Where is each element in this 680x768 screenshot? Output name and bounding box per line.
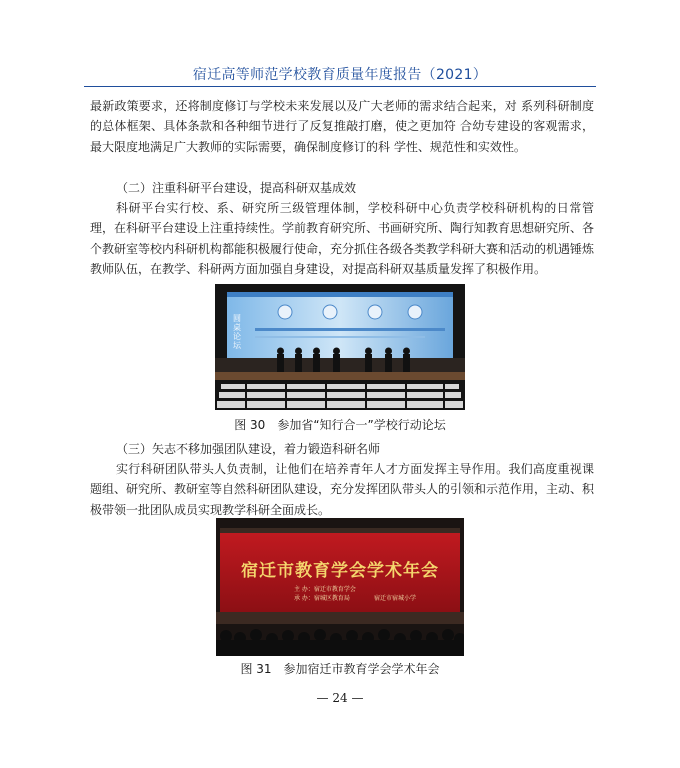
figure-30-photo <box>215 284 465 410</box>
banner-co-organizer: 宿迁市宿城小学 <box>374 595 417 602</box>
banner-organizer: 承 办：宿城区教育局 <box>294 595 350 602</box>
led-screen <box>227 292 453 358</box>
podium-stage <box>216 612 464 624</box>
figure-31-caption: 图 31 参加宿迁市教育学会学术年会 <box>240 662 440 676</box>
paragraph-3: 实行科研团队带头人负责制，让他们在培养青年人才方面发挥主导作用。我们高度重视课题组、研究所、教研室等自然科研团队建设，充分发挥团队带头人的引领和示范作用，主动、积极带领一批团队成员实现教学科研全面成长。 <box>90 462 595 517</box>
forum-stage-illustration <box>215 284 465 410</box>
paragraph-2: 科研平台实行校、系、研究所三级管理体制，学校科研中心负责学校科研机构的日常管理，在科研平台建设上注重持续性。学前教育研究所、书画研究所、陶行知教育思想研究所、各个教研室等校内科研机构都能积极履行使命，充分抓住各级各类教学科研大赛和活动的机遇锤炼教师队伍，在教学、科研两方面加强自身建设，对提高科研双基质量发挥了积极作用。 <box>90 201 595 277</box>
screen-vertical-text: 圆桌论坛 <box>233 314 241 350</box>
paragraph-1: 最新政策要求，还将制度修订与学校未来发展以及广大老师的需求结合起来，对 系列科研制度的总体框架、具体条款和各种细节进行了反复推敲打磨，使之更加符 合幼专建设的客观需求，最大限度地满足广大教师的实际需要，确保制度修订的科 学性、规范性和实效性。 <box>90 99 594 154</box>
figure-31-photo <box>216 518 464 656</box>
figure-30-caption: 图 30 参加省“知行合一”学校行动论坛 <box>234 418 446 432</box>
banner-title: 宿迁市教育学会学术年会 <box>241 561 439 581</box>
section-heading-3: （三）矢志不移加强团队建设，着力锻造科研名师 <box>116 442 381 456</box>
banner-host: 主 办：宿迁市教育学会 <box>294 586 356 593</box>
section-heading-2: （二）注重科研平台建设，提高科研双基成效 <box>116 181 357 195</box>
header-title: 宿迁高等师范学校教育质量年度报告（2021） <box>192 67 488 83</box>
page-number: — 24 — <box>316 691 364 705</box>
header-rule <box>84 86 596 87</box>
stage-floor <box>215 372 465 380</box>
